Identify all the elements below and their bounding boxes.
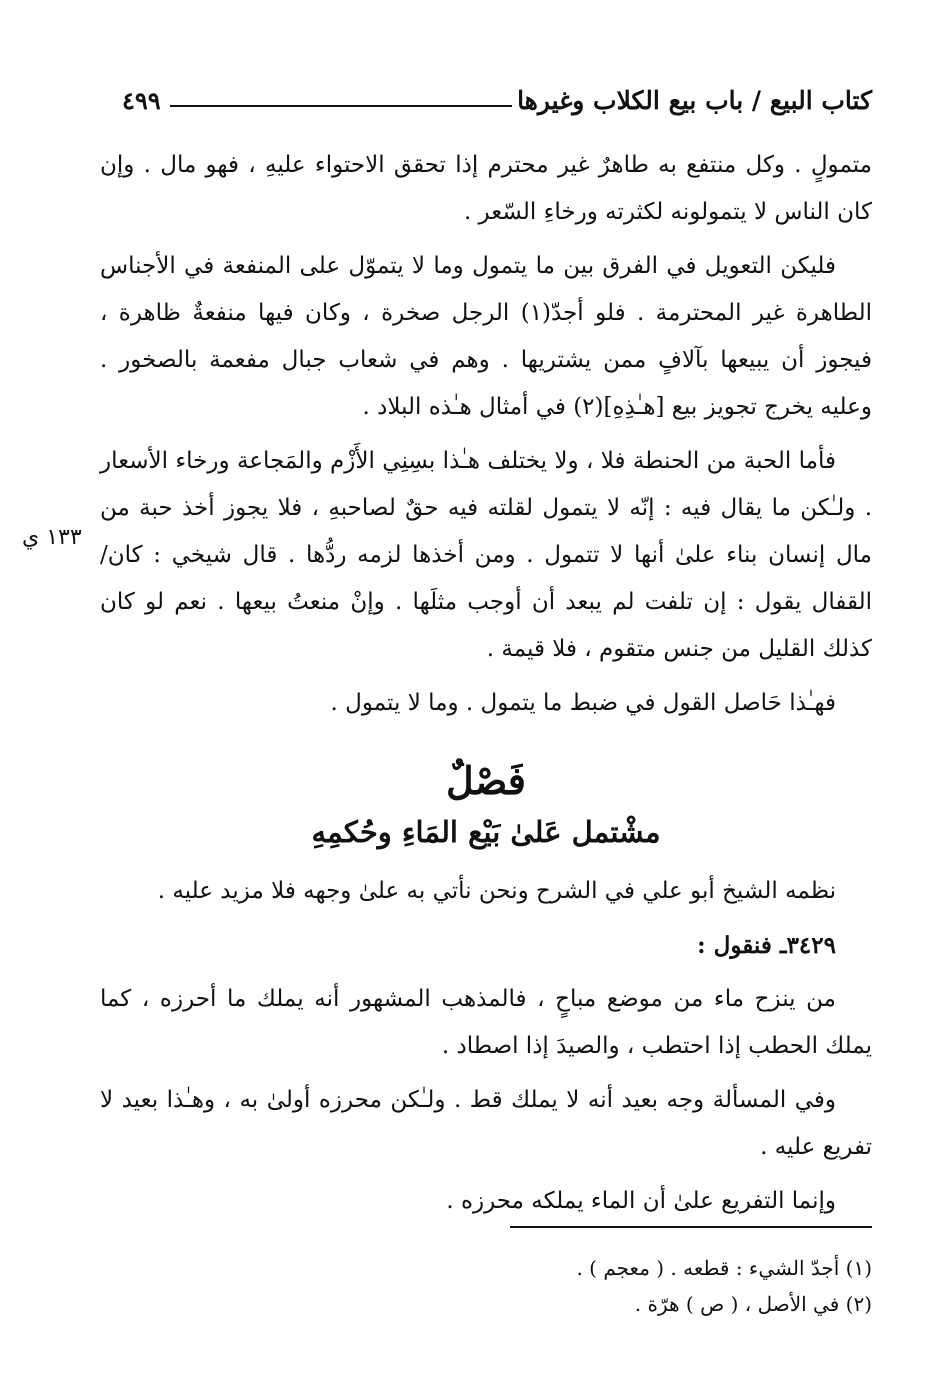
main-text-block bbox=[100, 142, 872, 734]
running-header bbox=[100, 86, 872, 124]
chapter-title: كتاب البيع / باب بيع الكلاب وغيرها bbox=[517, 86, 872, 115]
issue-number: ٣٤٢٩ـ فنقول : bbox=[697, 932, 836, 959]
header-rule bbox=[170, 105, 512, 107]
footnote-rule bbox=[510, 1226, 872, 1228]
section-heading bbox=[100, 760, 872, 852]
paragraph: متمولٍ . وكل منتفع به طاهرٌ غير محترم إذا تحقق الاحتواء عليهِ ، فهو مال . وإن كان الناس لا يتمولونه لكثرته ورخاءِ السّعر . bbox=[100, 152, 872, 225]
section-ornament: فَصْلٌ bbox=[446, 758, 526, 803]
section-text-block bbox=[100, 868, 872, 1232]
paragraph: فهـٰذا حَاصل القول في ضبط ما يتمول . وما لا يتمول . bbox=[330, 690, 836, 716]
paragraph: وفي المسألة وجه بعيد أنه لا يملك قط . ولـٰكن محرزه أولىٰ به ، وهـٰذا بعيد لا تفريع عليه . bbox=[100, 1087, 872, 1160]
paragraph: فأما الحبة من الحنطة فلا ، ولا يختلف هـٰذا بسِنِي الأَزْم والمَجاعة ورخاء الأسعار . ولـٰكن ما يقال فيه : إنّه لا يتمول لقلته فيه حقٌ لصاحبهِ ، فلا يجوز أخذ حبة من مال إنسان بناء علىٰ أنها لا تتمول . ومن أخذها لزمه ردُّها . قال شيخي : كان/ القفال يقول : إن تلفت لم يبعد أن أوجب مثلَها . وإنْ منعتُ بيعها . نعم لو كان كذلك القليل من جنس متقوم ، فلا قيمة . bbox=[100, 448, 872, 662]
footnote: (١) أجدّ الشيء : قطعه . ( معجم ) . bbox=[576, 1256, 872, 1280]
paragraph: وإنما التفريع علىٰ أن الماء يملكه محرزه . bbox=[446, 1188, 836, 1214]
paragraph: من ينزح ماء من موضع مباحٍ ، فالمذهب المشهور أنه يملك ما أحرزه ، كما يملك الحطب إذا احتطب ، والصيدَ إذا اصطاد . bbox=[100, 986, 872, 1059]
page-number: ٤٩٩ bbox=[122, 86, 161, 115]
margin-manuscript-folio: ١٣٣ ي bbox=[22, 525, 82, 550]
footnote: (٢) في الأصل ، ( ص ) هرّة . bbox=[634, 1292, 872, 1316]
section-title: مشْتمل عَلىٰ بَيْع المَاءِ وحُكمِهِ bbox=[311, 815, 661, 849]
paragraph: نظمه الشيخ أبو علي في الشرح ونحن نأتي به علىٰ وجهه فلا مزيد عليه . bbox=[157, 878, 836, 904]
footnotes bbox=[100, 1250, 872, 1322]
paragraph: فليكن التعويل في الفرق بين ما يتمول وما لا يتموّل على المنفعة في الأجناس الطاهرة غير المحترمة . فلو أجدّ(١) الرجل صخرة ، وكان فيها منفعةٌ ظاهرة ، فيجوز أن يبيعها بآلافٍ ممن يشتريها . وهم في شعاب جبال مفعمة بالصخور . وعليه يخرج تجويز بيع [هـٰذِهِ](٢) في أمثال هـٰذه البلاد . bbox=[100, 253, 873, 420]
